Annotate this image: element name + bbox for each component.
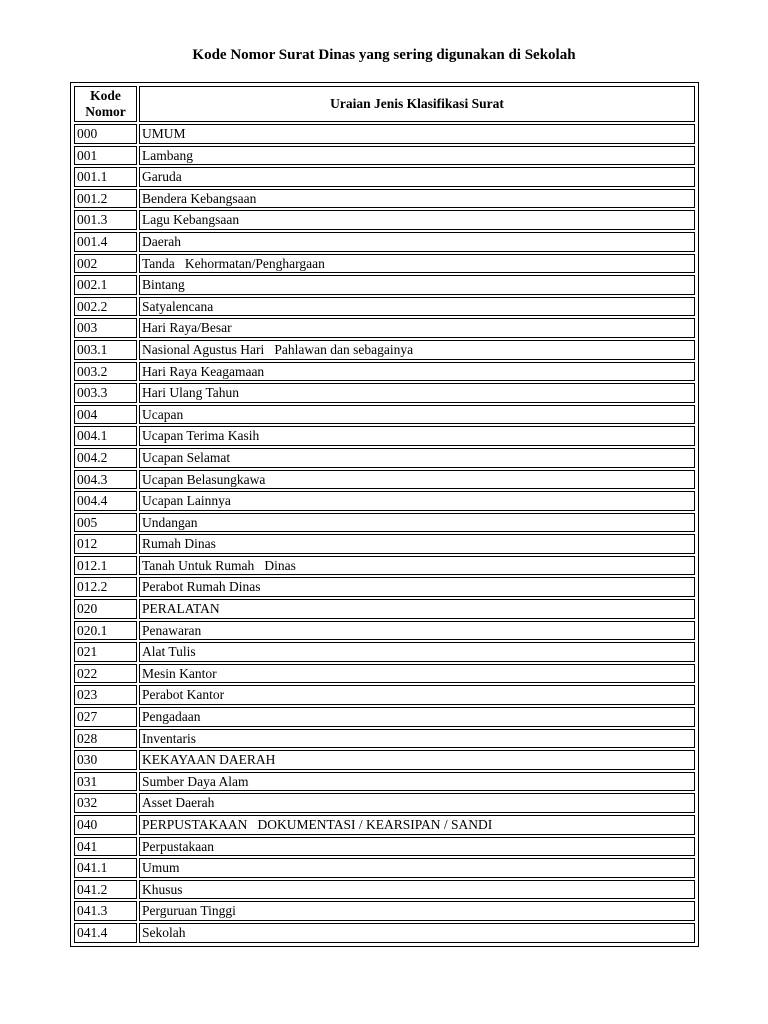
- row-code: 001.3: [74, 210, 137, 230]
- row-code: 020.1: [74, 621, 137, 641]
- table-row: [74, 729, 695, 749]
- row-code: 003.3: [74, 383, 137, 403]
- row-code: 002: [74, 254, 137, 274]
- row-code: 004.4: [74, 491, 137, 511]
- table-row: [74, 901, 695, 921]
- row-code: 002.2: [74, 297, 137, 317]
- row-code: 004.3: [74, 470, 137, 490]
- table-row: [74, 837, 695, 857]
- row-code: 041: [74, 837, 137, 857]
- row-description: Alat Tulis: [139, 642, 695, 662]
- row-code: 003.1: [74, 340, 137, 360]
- row-code: 004: [74, 405, 137, 425]
- row-code: 003: [74, 318, 137, 338]
- header-description: Uraian Jenis Klasifikasi Surat: [139, 86, 695, 122]
- row-description: Bendera Kebangsaan: [139, 189, 695, 209]
- table-row: [74, 815, 695, 835]
- row-description: Khusus: [139, 880, 695, 900]
- table-row: [74, 642, 695, 662]
- table-row: [74, 146, 695, 166]
- row-description: Lambang: [139, 146, 695, 166]
- table-row: [74, 340, 695, 360]
- row-description: Tanah Untuk Rumah Dinas: [139, 556, 695, 576]
- row-code: 032: [74, 793, 137, 813]
- table-row: [74, 297, 695, 317]
- header-row: [74, 86, 695, 122]
- row-description: Penawaran: [139, 621, 695, 641]
- row-description: PERALATAN: [139, 599, 695, 619]
- row-code: 023: [74, 685, 137, 705]
- row-code: 012.2: [74, 577, 137, 597]
- row-description: Ucapan Belasungkawa: [139, 470, 695, 490]
- header-code-line1: Kode: [90, 88, 121, 103]
- row-description: Tanda Kehormatan/Penghargaan: [139, 254, 695, 274]
- row-description: Ucapan Terima Kasih: [139, 426, 695, 446]
- table-body: [74, 124, 695, 943]
- table-row: [74, 448, 695, 468]
- table-row: [74, 254, 695, 274]
- classification-table-frame: [70, 82, 699, 947]
- table-row: [74, 426, 695, 446]
- row-description: Inventaris: [139, 729, 695, 749]
- table-row: [74, 189, 695, 209]
- table-row: [74, 599, 695, 619]
- table-row: [74, 362, 695, 382]
- table-row: [74, 750, 695, 770]
- row-code: 041.1: [74, 858, 137, 878]
- row-description: UMUM: [139, 124, 695, 144]
- row-description: Mesin Kantor: [139, 664, 695, 684]
- row-description: Sumber Daya Alam: [139, 772, 695, 792]
- row-code: 027: [74, 707, 137, 727]
- table-row: [74, 167, 695, 187]
- table-row: [74, 513, 695, 533]
- row-code: 001.2: [74, 189, 137, 209]
- header-code-line2: Nomor: [85, 104, 126, 119]
- row-code: 001: [74, 146, 137, 166]
- row-code: 030: [74, 750, 137, 770]
- table-row: [74, 577, 695, 597]
- row-code: 003.2: [74, 362, 137, 382]
- table-row: [74, 707, 695, 727]
- row-description: Bintang: [139, 275, 695, 295]
- row-code: 031: [74, 772, 137, 792]
- row-code: 001.4: [74, 232, 137, 252]
- row-code: 012.1: [74, 556, 137, 576]
- row-code: 041.4: [74, 923, 137, 943]
- table-row: [74, 793, 695, 813]
- row-description: Undangan: [139, 513, 695, 533]
- classification-table: [72, 84, 697, 945]
- row-description: PERPUSTAKAAN DOKUMENTASI / KEARSIPAN / SANDI: [139, 815, 695, 835]
- row-description: Asset Daerah: [139, 793, 695, 813]
- row-code: 002.1: [74, 275, 137, 295]
- row-description: KEKAYAAN DAERAH: [139, 750, 695, 770]
- row-code: 005: [74, 513, 137, 533]
- table-row: [74, 534, 695, 554]
- row-code: 040: [74, 815, 137, 835]
- row-description: Ucapan Selamat: [139, 448, 695, 468]
- table-row: [74, 621, 695, 641]
- row-code: 001.1: [74, 167, 137, 187]
- row-code: 022: [74, 664, 137, 684]
- header-code: [74, 86, 137, 122]
- row-description: Umum: [139, 858, 695, 878]
- row-description: Perabot Kantor: [139, 685, 695, 705]
- table-row: [74, 556, 695, 576]
- row-code: 004.2: [74, 448, 137, 468]
- table-row: [74, 318, 695, 338]
- row-description: Garuda: [139, 167, 695, 187]
- row-description: Sekolah: [139, 923, 695, 943]
- table-header: [74, 86, 695, 122]
- table-row: [74, 405, 695, 425]
- row-code: 041.2: [74, 880, 137, 900]
- row-description: Satyalencana: [139, 297, 695, 317]
- row-description: Rumah Dinas: [139, 534, 695, 554]
- table-row: [74, 858, 695, 878]
- row-code: 004.1: [74, 426, 137, 446]
- row-description: Hari Raya/Besar: [139, 318, 695, 338]
- table-row: [74, 491, 695, 511]
- table-row: [74, 772, 695, 792]
- table-row: [74, 685, 695, 705]
- table-row: [74, 470, 695, 490]
- row-code: 020: [74, 599, 137, 619]
- table-row: [74, 210, 695, 230]
- row-code: 041.3: [74, 901, 137, 921]
- row-code: 028: [74, 729, 137, 749]
- row-description: Daerah: [139, 232, 695, 252]
- row-description: Lagu Kebangsaan: [139, 210, 695, 230]
- table-row: [74, 880, 695, 900]
- table-row: [74, 232, 695, 252]
- table-row: [74, 383, 695, 403]
- row-description: Pengadaan: [139, 707, 695, 727]
- row-code: 021: [74, 642, 137, 662]
- row-code: 000: [74, 124, 137, 144]
- table-row: [74, 275, 695, 295]
- table-row: [74, 124, 695, 144]
- row-description: Ucapan Lainnya: [139, 491, 695, 511]
- row-code: 012: [74, 534, 137, 554]
- row-description: Hari Raya Keagamaan: [139, 362, 695, 382]
- row-description: Hari Ulang Tahun: [139, 383, 695, 403]
- row-description: Perpustakaan: [139, 837, 695, 857]
- table-row: [74, 664, 695, 684]
- document-title: Kode Nomor Surat Dinas yang sering digunakan di Sekolah: [192, 47, 576, 63]
- table-row: [74, 923, 695, 943]
- row-description: Ucapan: [139, 405, 695, 425]
- row-description: Nasional Agustus Hari Pahlawan dan sebagainya: [139, 340, 695, 360]
- row-description: Perabot Rumah Dinas: [139, 577, 695, 597]
- row-description: Perguruan Tinggi: [139, 901, 695, 921]
